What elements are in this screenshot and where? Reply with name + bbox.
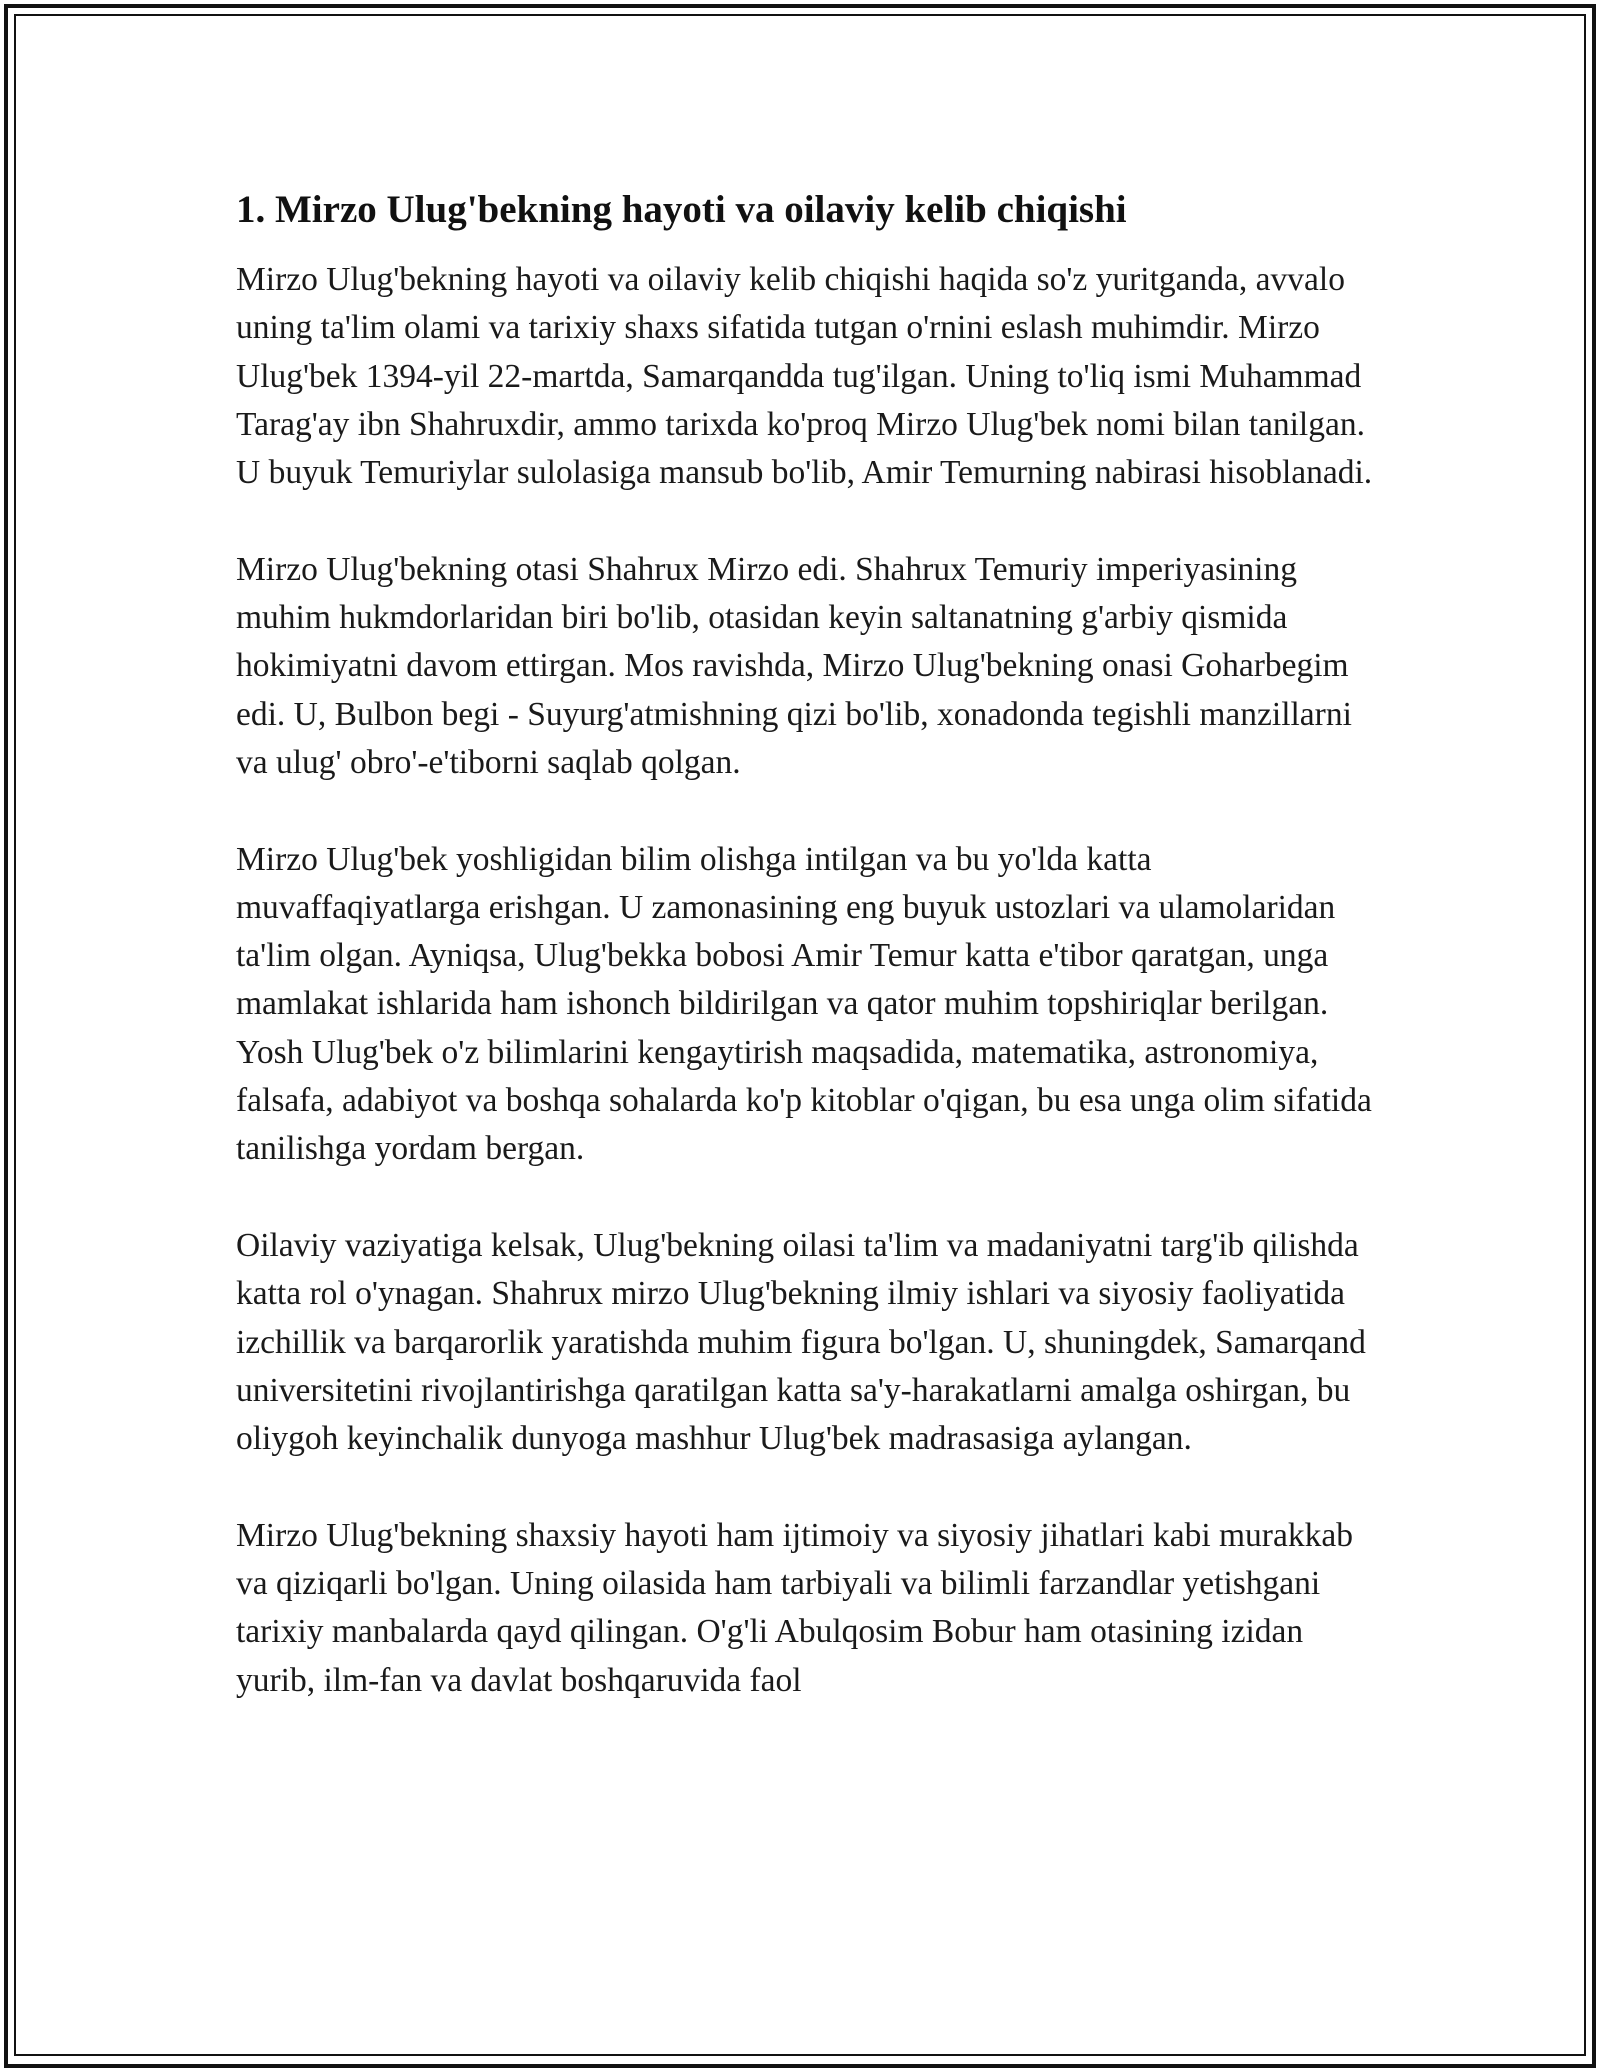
paragraph-1: Mirzo Ulug'bekning hayoti va oilaviy kelib chiqishi haqida so'z yuritganda, avvalo uning ta'lim olami va tarixiy shaxs sifatida tutgan o'rnini eslash muhimdir. Mirzo Ulug'bek 1394-yil 22-martda, Samarqandda tug'ilgan. Uning to'liq ismi Muhammad Tarag'ay ibn Shahruxdir, ammo tarixda ko'proq Mirzo Ulug'bek nomi bilan tanilgan. U buyuk Temuriylar sulolasiga mansub bo'lib, Amir Temurning nabirasi hisoblanadi.: [236, 261, 1373, 492]
paragraph-2: Mirzo Ulug'bekning otasi Shahrux Mirzo edi. Shahrux Temuriy imperiyasining muhim hukmdorlaridan biri bo'lib, otasidan keyin saltanatning g'arbiy qismida hokimiyatni davom ettirgan. Mos ravishda, Mirzo Ulug'bekning onasi Goharbegim edi. U, Bulbon begi - Suyurg'atmishning qizi bo'lib, xonadonda tegishli manzillarni va ulug' obro'-e'tiborni saqlab qolgan.: [236, 550, 1352, 781]
paragraph-4: Oilaviy vaziyatiga kelsak, Ulug'bekning oilasi ta'lim va madaniyatni targ'ib qilishda katta rol o'ynagan. Shahrux mirzo Ulug'bekning ilmiy ishlari va siyosiy faoliyatida izchillik va barqarorlik yaratishda muhim figura bo'lgan. U, shuningdek, Samarqand universitetini rivojlantirishga qaratilgan katta sa'y-harakatlarni amalga oshirgan, bu oliygoh keyinchalik dunyoga mashhur Ulug'bek madrasasiga aylangan.: [236, 1226, 1366, 1458]
document-body: [236, 186, 1376, 1705]
paragraph-3: Mirzo Ulug'bek yoshligidan bilim olishga intilgan va bu yo'lda katta muvaffaqiyatlarga erishgan. U zamonasining eng buyuk ustozlari va ulamolaridan ta'lim olgan. Ayniqsa, Ulug'bekka bobosi Amir Temur katta e'tibor qaratgan, unga mamlakat ishlarida ham ishonch bildirilgan va qator muhim topshiriqlar berilgan. Yosh Ulug'bek o'z bilimlarini kengaytirish maqsadida, matematika, astronomiya, falsafa, adabiyot va boshqa sohalarda ko'p kitoblar o'qigan, bu esa unga olim sifatida tanilishga yordam bergan.: [236, 840, 1372, 1168]
paragraph-5: Mirzo Ulug'bekning shaxsiy hayoti ham ijtimoiy va siyosiy jihatlari kabi murakkab va qiziqarli bo'lgan. Uning oilasida ham tarbiyali va bilimli farzandlar yetishgani tarixiy manbalarda qayd qilingan. O'g'li Abulqosim Bobur ham otasining izidan yurib, ilm-fan va davlat boshqaruvida faol: [236, 1516, 1353, 1699]
section-heading: 1. Mirzo Ulug'bekning hayoti va oilaviy kelib chiqishi: [236, 188, 1127, 231]
